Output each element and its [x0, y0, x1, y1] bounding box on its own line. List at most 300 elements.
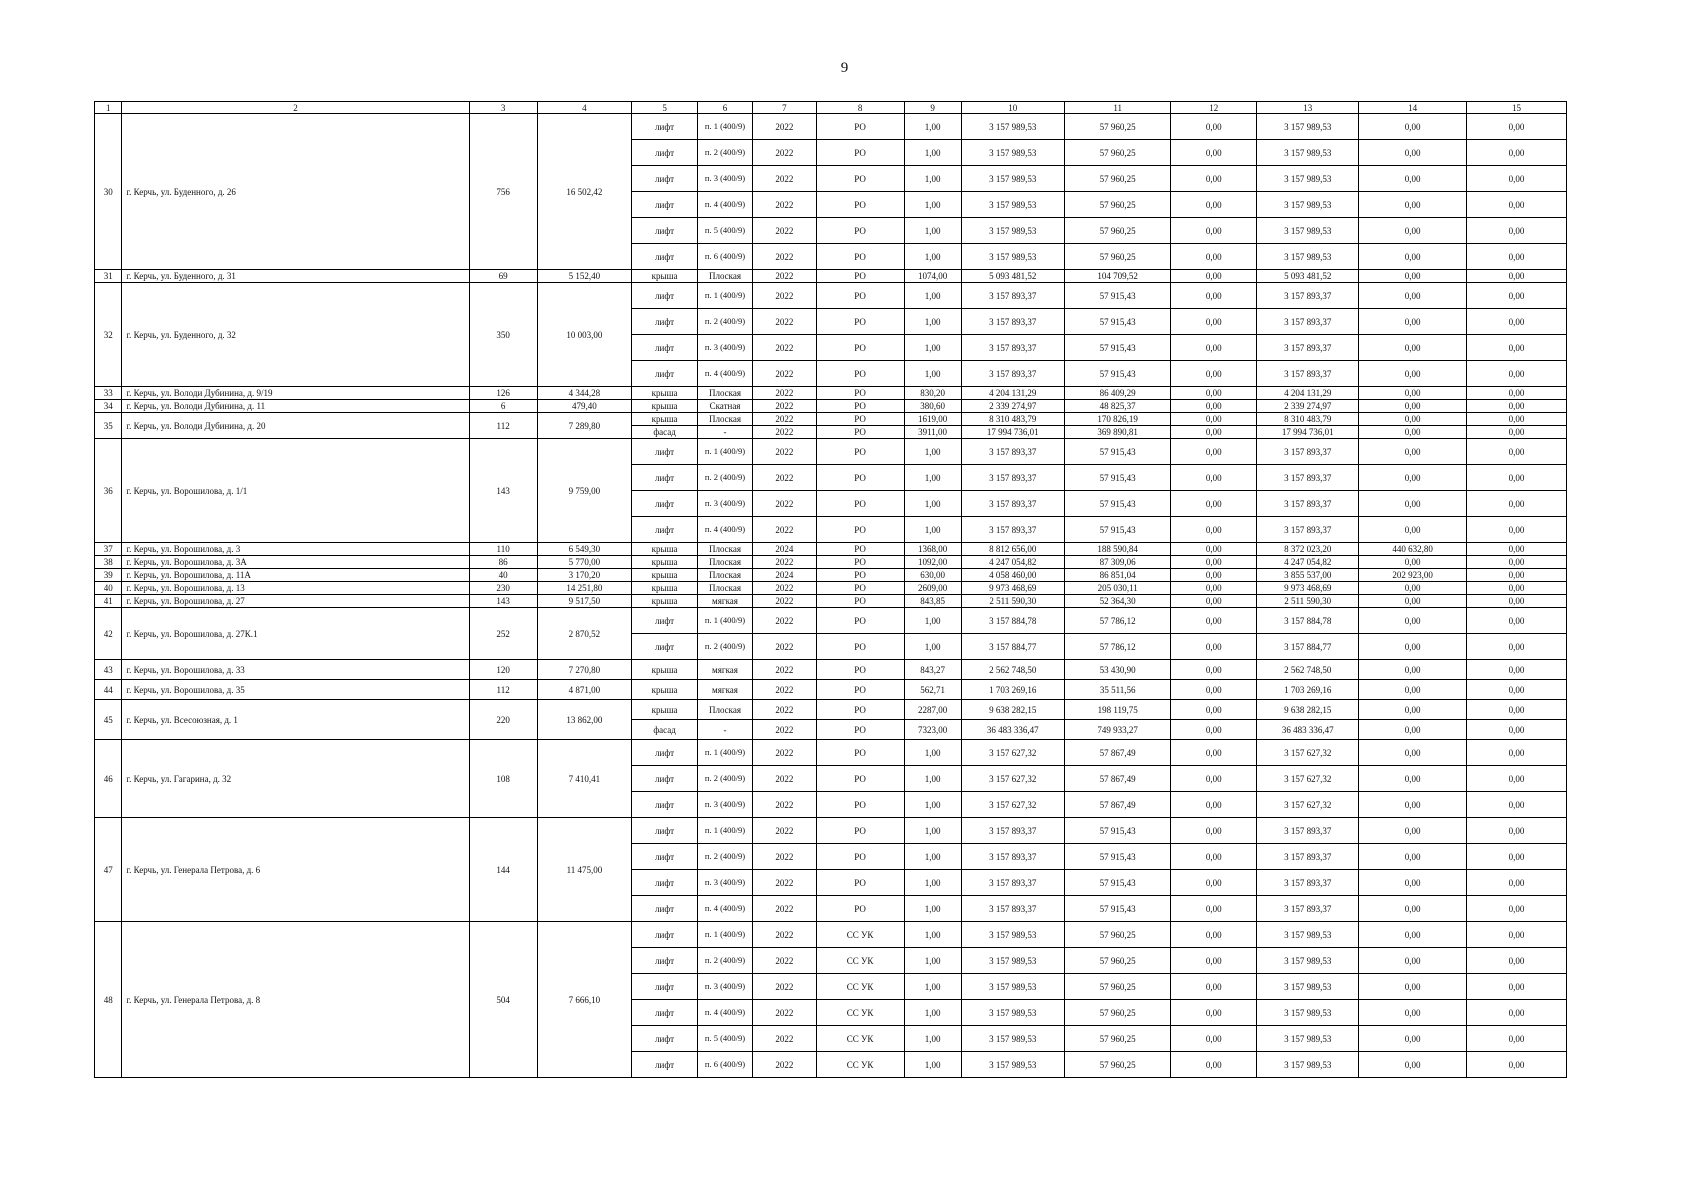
year-cell: 2022 — [752, 948, 816, 974]
budget-share-cell: 0,00 — [1359, 1052, 1467, 1078]
year-cell: 2022 — [752, 634, 816, 660]
address-cell: г. Керчь, ул. Володи Дубинина, д. 11 — [122, 400, 469, 413]
other-source-cell: 0,00 — [1466, 400, 1566, 413]
fund-share-cell: 0,00 — [1171, 896, 1257, 922]
quantity-cell: 1,00 — [904, 740, 961, 766]
column-number-2: 2 — [122, 102, 469, 114]
apartments-cell: 230 — [469, 582, 537, 595]
other-source-cell: 0,00 — [1466, 974, 1566, 1000]
quantity-cell: 1,00 — [904, 634, 961, 660]
work-type-cell: лифт — [632, 361, 698, 387]
address-cell: г. Керчь, ул. Ворошилова, д. 33 — [122, 660, 469, 680]
total-cost-cell: 3 157 893,37 — [961, 844, 1064, 870]
year-cell: 2022 — [752, 426, 816, 439]
owners-fund-cell: 1 703 269,16 — [1257, 680, 1359, 700]
budget-share-cell: 0,00 — [1359, 740, 1467, 766]
work-detail-cell: п. 3 (400/9) — [698, 166, 753, 192]
total-cost-cell: 3 157 989,53 — [961, 948, 1064, 974]
fund-cell: РО — [816, 218, 904, 244]
other-source-cell: 0,00 — [1466, 140, 1566, 166]
total-cost-cell: 4 247 054,82 — [961, 556, 1064, 569]
budget-share-cell: 0,00 — [1359, 720, 1467, 740]
work-detail-cell: Плоская — [698, 582, 753, 595]
fund-cell: РО — [816, 608, 904, 634]
other-source-cell: 0,00 — [1466, 218, 1566, 244]
cost-component-cell: 57 915,43 — [1064, 896, 1171, 922]
row-number-cell: 40 — [95, 582, 122, 595]
address-cell: г. Керчь, ул. Генерала Петрова, д. 8 — [122, 922, 469, 1078]
year-cell: 2022 — [752, 361, 816, 387]
fund-share-cell: 0,00 — [1171, 335, 1257, 361]
cost-component-cell: 57 786,12 — [1064, 634, 1171, 660]
total-cost-cell: 1 703 269,16 — [961, 680, 1064, 700]
other-source-cell: 0,00 — [1466, 634, 1566, 660]
table-row — [95, 818, 1567, 844]
year-cell: 2022 — [752, 491, 816, 517]
work-detail-cell: Плоская — [698, 543, 753, 556]
quantity-cell: 7323,00 — [904, 720, 961, 740]
column-number-14: 14 — [1359, 102, 1467, 114]
cost-component-cell: 188 590,84 — [1064, 543, 1171, 556]
year-cell: 2022 — [752, 192, 816, 218]
quantity-cell: 630,00 — [904, 569, 961, 582]
fund-share-cell: 0,00 — [1171, 465, 1257, 491]
fund-cell: РО — [816, 283, 904, 309]
work-detail-cell: п. 2 (400/9) — [698, 766, 753, 792]
apartments-cell: 756 — [469, 114, 537, 270]
budget-share-cell: 0,00 — [1359, 634, 1467, 660]
total-cost-cell: 3 157 893,37 — [961, 439, 1064, 465]
budget-share-cell: 202 923,00 — [1359, 569, 1467, 582]
fund-share-cell: 0,00 — [1171, 244, 1257, 270]
row-number-cell: 32 — [95, 283, 122, 387]
table-row — [95, 556, 1567, 569]
area-cell: 5 152,40 — [537, 270, 631, 283]
column-number-3: 3 — [469, 102, 537, 114]
owners-fund-cell: 3 157 989,53 — [1257, 218, 1359, 244]
quantity-cell: 1,00 — [904, 309, 961, 335]
other-source-cell: 0,00 — [1466, 192, 1566, 218]
apartments-cell: 220 — [469, 700, 537, 740]
cost-component-cell: 57 915,43 — [1064, 361, 1171, 387]
quantity-cell: 1,00 — [904, 114, 961, 140]
fund-share-cell: 0,00 — [1171, 792, 1257, 818]
budget-share-cell: 0,00 — [1359, 270, 1467, 283]
area-cell: 479,40 — [537, 400, 631, 413]
row-number-cell: 47 — [95, 818, 122, 922]
area-cell: 16 502,42 — [537, 114, 631, 270]
address-cell: г. Керчь, ул. Буденного, д. 32 — [122, 283, 469, 387]
quantity-cell: 1,00 — [904, 218, 961, 244]
budget-share-cell: 0,00 — [1359, 361, 1467, 387]
address-cell: г. Керчь, ул. Ворошилова, д. 11А — [122, 569, 469, 582]
year-cell: 2022 — [752, 818, 816, 844]
work-detail-cell: п. 4 (400/9) — [698, 361, 753, 387]
table-row — [95, 680, 1567, 700]
other-source-cell: 0,00 — [1466, 896, 1566, 922]
fund-cell: СС УК — [816, 974, 904, 1000]
apartments-cell: 108 — [469, 740, 537, 818]
work-detail-cell: п. 1 (400/9) — [698, 818, 753, 844]
other-source-cell: 0,00 — [1466, 543, 1566, 556]
total-cost-cell: 3 157 893,37 — [961, 818, 1064, 844]
work-detail-cell: - — [698, 426, 753, 439]
cost-component-cell: 57 915,43 — [1064, 844, 1171, 870]
register-table-container — [94, 101, 1567, 1078]
quantity-cell: 1,00 — [904, 491, 961, 517]
fund-cell: РО — [816, 465, 904, 491]
apartments-cell: 110 — [469, 543, 537, 556]
fund-share-cell: 0,00 — [1171, 491, 1257, 517]
apartments-cell: 120 — [469, 660, 537, 680]
budget-share-cell: 0,00 — [1359, 700, 1467, 720]
fund-cell: РО — [816, 335, 904, 361]
page-number: 9 — [840, 60, 849, 76]
fund-cell: РО — [816, 870, 904, 896]
budget-share-cell: 0,00 — [1359, 413, 1467, 426]
quantity-cell: 1,00 — [904, 335, 961, 361]
row-number-cell: 43 — [95, 660, 122, 680]
quantity-cell: 562,71 — [904, 680, 961, 700]
total-cost-cell: 2 339 274,97 — [961, 400, 1064, 413]
owners-fund-cell: 3 157 989,53 — [1257, 974, 1359, 1000]
work-type-cell: лифт — [632, 114, 698, 140]
fund-share-cell: 0,00 — [1171, 426, 1257, 439]
column-number-12: 12 — [1171, 102, 1257, 114]
year-cell: 2022 — [752, 1052, 816, 1078]
quantity-cell: 1,00 — [904, 948, 961, 974]
work-detail-cell: п. 1 (400/9) — [698, 608, 753, 634]
work-detail-cell: п. 2 (400/9) — [698, 309, 753, 335]
year-cell: 2022 — [752, 870, 816, 896]
quantity-cell: 1,00 — [904, 244, 961, 270]
work-detail-cell: п. 2 (400/9) — [698, 465, 753, 491]
owners-fund-cell: 3 855 537,00 — [1257, 569, 1359, 582]
fund-share-cell: 0,00 — [1171, 608, 1257, 634]
fund-share-cell: 0,00 — [1171, 400, 1257, 413]
year-cell: 2022 — [752, 1000, 816, 1026]
area-cell: 6 549,30 — [537, 543, 631, 556]
budget-share-cell: 0,00 — [1359, 192, 1467, 218]
work-type-cell: лифт — [632, 335, 698, 361]
table-row — [95, 608, 1567, 634]
work-type-cell: крыша — [632, 569, 698, 582]
total-cost-cell: 3 157 627,32 — [961, 740, 1064, 766]
owners-fund-cell: 3 157 893,37 — [1257, 517, 1359, 543]
fund-share-cell: 0,00 — [1171, 818, 1257, 844]
budget-share-cell: 0,00 — [1359, 309, 1467, 335]
owners-fund-cell: 3 157 893,37 — [1257, 870, 1359, 896]
fund-share-cell: 0,00 — [1171, 413, 1257, 426]
budget-share-cell: 0,00 — [1359, 387, 1467, 400]
total-cost-cell: 3 157 989,53 — [961, 166, 1064, 192]
column-number-13: 13 — [1257, 102, 1359, 114]
cost-component-cell: 57 915,43 — [1064, 491, 1171, 517]
cost-component-cell: 52 364,30 — [1064, 595, 1171, 608]
total-cost-cell: 3 157 989,53 — [961, 244, 1064, 270]
budget-share-cell: 0,00 — [1359, 680, 1467, 700]
other-source-cell: 0,00 — [1466, 870, 1566, 896]
column-number-4: 4 — [537, 102, 631, 114]
row-number-cell: 34 — [95, 400, 122, 413]
work-type-cell: фасад — [632, 720, 698, 740]
total-cost-cell: 3 157 989,53 — [961, 1026, 1064, 1052]
owners-fund-cell: 3 157 989,53 — [1257, 1026, 1359, 1052]
work-detail-cell: Скатная — [698, 400, 753, 413]
cost-component-cell: 369 890,81 — [1064, 426, 1171, 439]
apartments-cell: 112 — [469, 413, 537, 439]
total-cost-cell: 5 093 481,52 — [961, 270, 1064, 283]
total-cost-cell: 3 157 893,37 — [961, 517, 1064, 543]
budget-share-cell: 0,00 — [1359, 517, 1467, 543]
work-type-cell: крыша — [632, 680, 698, 700]
work-detail-cell: п. 1 (400/9) — [698, 114, 753, 140]
work-type-cell: лифт — [632, 439, 698, 465]
area-cell: 14 251,80 — [537, 582, 631, 595]
column-number-8: 8 — [816, 102, 904, 114]
owners-fund-cell: 9 973 468,69 — [1257, 582, 1359, 595]
work-type-cell: лифт — [632, 192, 698, 218]
column-number-9: 9 — [904, 102, 961, 114]
year-cell: 2022 — [752, 608, 816, 634]
year-cell: 2022 — [752, 660, 816, 680]
other-source-cell: 0,00 — [1466, 792, 1566, 818]
budget-share-cell: 0,00 — [1359, 922, 1467, 948]
other-source-cell: 0,00 — [1466, 582, 1566, 595]
budget-share-cell: 0,00 — [1359, 792, 1467, 818]
apartments-cell: 69 — [469, 270, 537, 283]
work-type-cell: крыша — [632, 270, 698, 283]
work-detail-cell: Плоская — [698, 556, 753, 569]
cost-component-cell: 57 786,12 — [1064, 608, 1171, 634]
budget-share-cell: 0,00 — [1359, 870, 1467, 896]
fund-cell: РО — [816, 720, 904, 740]
cost-component-cell: 104 709,52 — [1064, 270, 1171, 283]
owners-fund-cell: 4 204 131,29 — [1257, 387, 1359, 400]
fund-cell: СС УК — [816, 948, 904, 974]
fund-share-cell: 0,00 — [1171, 700, 1257, 720]
total-cost-cell: 3 157 989,53 — [961, 140, 1064, 166]
apartments-cell: 143 — [469, 439, 537, 543]
other-source-cell: 0,00 — [1466, 166, 1566, 192]
cost-component-cell: 53 430,90 — [1064, 660, 1171, 680]
owners-fund-cell: 3 157 627,32 — [1257, 740, 1359, 766]
area-cell: 7 410,41 — [537, 740, 631, 818]
cost-component-cell: 57 915,43 — [1064, 439, 1171, 465]
year-cell: 2022 — [752, 439, 816, 465]
year-cell: 2022 — [752, 517, 816, 543]
other-source-cell: 0,00 — [1466, 517, 1566, 543]
work-detail-cell: п. 4 (400/9) — [698, 517, 753, 543]
work-type-cell: лифт — [632, 465, 698, 491]
work-type-cell: лифт — [632, 948, 698, 974]
work-type-cell: фасад — [632, 426, 698, 439]
budget-share-cell: 440 632,80 — [1359, 543, 1467, 556]
cost-component-cell: 57 960,25 — [1064, 244, 1171, 270]
apartments-cell: 252 — [469, 608, 537, 660]
work-detail-cell: мягкая — [698, 680, 753, 700]
total-cost-cell: 3 157 627,32 — [961, 792, 1064, 818]
other-source-cell: 0,00 — [1466, 720, 1566, 740]
cost-component-cell: 57 960,25 — [1064, 1000, 1171, 1026]
fund-cell: РО — [816, 361, 904, 387]
year-cell: 2022 — [752, 700, 816, 720]
cost-component-cell: 48 825,37 — [1064, 400, 1171, 413]
quantity-cell: 1,00 — [904, 818, 961, 844]
quantity-cell: 843,27 — [904, 660, 961, 680]
other-source-cell: 0,00 — [1466, 556, 1566, 569]
cost-component-cell: 86 851,04 — [1064, 569, 1171, 582]
address-cell: г. Керчь, ул. Ворошилова, д. 13 — [122, 582, 469, 595]
work-detail-cell: п. 4 (400/9) — [698, 192, 753, 218]
fund-cell: РО — [816, 818, 904, 844]
other-source-cell: 0,00 — [1466, 244, 1566, 270]
work-detail-cell: п. 2 (400/9) — [698, 634, 753, 660]
year-cell: 2022 — [752, 922, 816, 948]
year-cell: 2022 — [752, 244, 816, 270]
fund-cell: СС УК — [816, 1000, 904, 1026]
work-detail-cell: Плоская — [698, 569, 753, 582]
row-number-cell: 33 — [95, 387, 122, 400]
owners-fund-cell: 3 157 893,37 — [1257, 361, 1359, 387]
cost-component-cell: 86 409,29 — [1064, 387, 1171, 400]
apartments-cell: 6 — [469, 400, 537, 413]
fund-cell: СС УК — [816, 1026, 904, 1052]
total-cost-cell: 8 310 483,79 — [961, 413, 1064, 426]
table-row — [95, 595, 1567, 608]
budget-share-cell: 0,00 — [1359, 818, 1467, 844]
budget-share-cell: 0,00 — [1359, 1000, 1467, 1026]
row-number-cell: 37 — [95, 543, 122, 556]
budget-share-cell: 0,00 — [1359, 1026, 1467, 1052]
other-source-cell: 0,00 — [1466, 680, 1566, 700]
area-cell: 4 871,00 — [537, 680, 631, 700]
address-cell: г. Керчь, ул. Ворошилова, д. 27 — [122, 595, 469, 608]
fund-cell: СС УК — [816, 922, 904, 948]
other-source-cell: 0,00 — [1466, 309, 1566, 335]
work-detail-cell: п. 3 (400/9) — [698, 792, 753, 818]
quantity-cell: 1,00 — [904, 766, 961, 792]
address-cell: г. Керчь, ул. Гагарина, д. 32 — [122, 740, 469, 818]
owners-fund-cell: 3 157 884,78 — [1257, 608, 1359, 634]
apartments-cell: 112 — [469, 680, 537, 700]
owners-fund-cell: 3 157 893,37 — [1257, 491, 1359, 517]
table-row — [95, 400, 1567, 413]
quantity-cell: 1,00 — [904, 974, 961, 1000]
table-row — [95, 740, 1567, 766]
fund-share-cell: 0,00 — [1171, 1052, 1257, 1078]
cost-component-cell: 57 915,43 — [1064, 818, 1171, 844]
fund-cell: РО — [816, 634, 904, 660]
area-cell: 13 862,00 — [537, 700, 631, 740]
other-source-cell: 0,00 — [1466, 413, 1566, 426]
fund-cell: РО — [816, 166, 904, 192]
work-type-cell: лифт — [632, 634, 698, 660]
area-cell: 7 270,80 — [537, 660, 631, 680]
owners-fund-cell: 3 157 989,53 — [1257, 1000, 1359, 1026]
year-cell: 2022 — [752, 582, 816, 595]
work-type-cell: лифт — [632, 166, 698, 192]
cost-component-cell: 749 933,27 — [1064, 720, 1171, 740]
work-type-cell: крыша — [632, 387, 698, 400]
work-type-cell: лифт — [632, 1052, 698, 1078]
cost-component-cell: 57 960,25 — [1064, 1026, 1171, 1052]
cost-component-cell: 57 960,25 — [1064, 922, 1171, 948]
owners-fund-cell: 3 157 893,37 — [1257, 335, 1359, 361]
budget-share-cell: 0,00 — [1359, 114, 1467, 140]
table-row — [95, 270, 1567, 283]
owners-fund-cell: 3 157 884,77 — [1257, 634, 1359, 660]
fund-cell: РО — [816, 680, 904, 700]
total-cost-cell: 3 157 989,53 — [961, 922, 1064, 948]
cost-component-cell: 57 915,43 — [1064, 283, 1171, 309]
fund-share-cell: 0,00 — [1171, 140, 1257, 166]
address-cell: г. Керчь, ул. Володи Дубинина, д. 9/19 — [122, 387, 469, 400]
fund-cell: РО — [816, 660, 904, 680]
address-cell: г. Керчь, ул. Буденного, д. 31 — [122, 270, 469, 283]
budget-share-cell: 0,00 — [1359, 896, 1467, 922]
table-row — [95, 283, 1567, 309]
row-number-cell: 45 — [95, 700, 122, 740]
quantity-cell: 1,00 — [904, 870, 961, 896]
cost-component-cell: 57 960,25 — [1064, 114, 1171, 140]
budget-share-cell: 0,00 — [1359, 439, 1467, 465]
row-number-cell: 30 — [95, 114, 122, 270]
other-source-cell: 0,00 — [1466, 1052, 1566, 1078]
apartments-cell: 143 — [469, 595, 537, 608]
fund-share-cell: 0,00 — [1171, 948, 1257, 974]
fund-share-cell: 0,00 — [1171, 543, 1257, 556]
work-type-cell: крыша — [632, 556, 698, 569]
work-detail-cell: п. 5 (400/9) — [698, 218, 753, 244]
cost-component-cell: 57 960,25 — [1064, 166, 1171, 192]
work-detail-cell: п. 5 (400/9) — [698, 1026, 753, 1052]
year-cell: 2022 — [752, 335, 816, 361]
total-cost-cell: 3 157 989,53 — [961, 974, 1064, 1000]
column-number-row — [95, 102, 1567, 114]
work-detail-cell: п. 4 (400/9) — [698, 896, 753, 922]
budget-share-cell: 0,00 — [1359, 140, 1467, 166]
other-source-cell: 0,00 — [1466, 660, 1566, 680]
row-number-cell: 35 — [95, 413, 122, 439]
other-source-cell: 0,00 — [1466, 439, 1566, 465]
address-cell: г. Керчь, ул. Володи Дубинина, д. 20 — [122, 413, 469, 439]
address-cell: г. Керчь, ул. Ворошилова, д. 27К.1 — [122, 608, 469, 660]
year-cell: 2022 — [752, 387, 816, 400]
fund-share-cell: 0,00 — [1171, 870, 1257, 896]
quantity-cell: 1,00 — [904, 1026, 961, 1052]
year-cell: 2022 — [752, 595, 816, 608]
quantity-cell: 1,00 — [904, 922, 961, 948]
budget-share-cell: 0,00 — [1359, 556, 1467, 569]
table-row — [95, 114, 1567, 140]
owners-fund-cell: 3 157 627,32 — [1257, 766, 1359, 792]
other-source-cell: 0,00 — [1466, 465, 1566, 491]
work-type-cell: лифт — [632, 491, 698, 517]
budget-share-cell: 0,00 — [1359, 465, 1467, 491]
total-cost-cell: 3 157 884,77 — [961, 634, 1064, 660]
fund-cell: РО — [816, 766, 904, 792]
quantity-cell: 2287,00 — [904, 700, 961, 720]
address-cell: г. Керчь, ул. Ворошилова, д. 3А — [122, 556, 469, 569]
year-cell: 2024 — [752, 569, 816, 582]
fund-share-cell: 0,00 — [1171, 166, 1257, 192]
cost-component-cell: 57 915,43 — [1064, 309, 1171, 335]
work-detail-cell: п. 2 (400/9) — [698, 948, 753, 974]
work-type-cell: лифт — [632, 870, 698, 896]
total-cost-cell: 3 157 893,37 — [961, 465, 1064, 491]
row-number-cell: 41 — [95, 595, 122, 608]
